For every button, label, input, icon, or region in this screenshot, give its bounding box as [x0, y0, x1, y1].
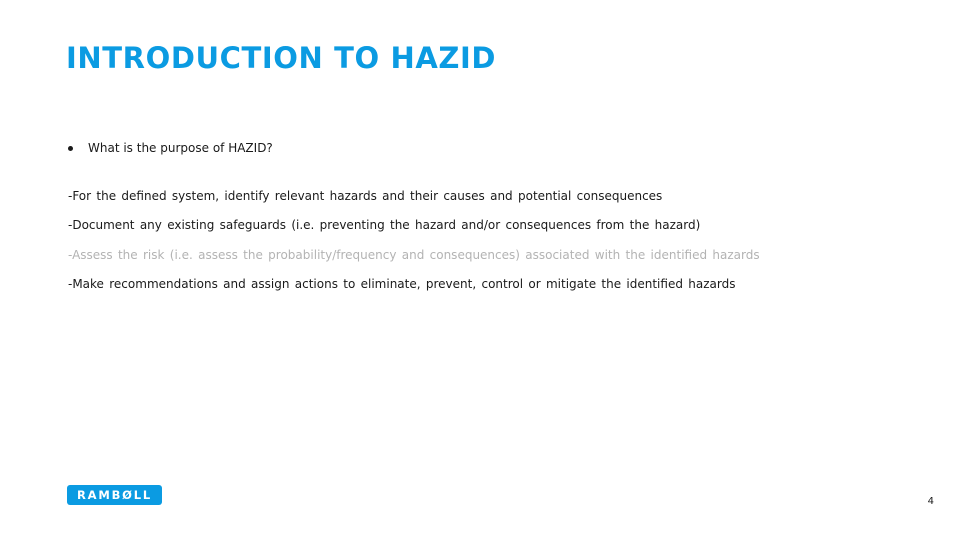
- logo-text: RAMBØLL: [77, 488, 152, 502]
- purpose-item: -Assess the risk (i.e. assess the probability/frequency and consequences) associated with the identified hazards: [68, 247, 760, 262]
- page-number: 4: [927, 496, 934, 507]
- purpose-list: [68, 186, 928, 303]
- bullet-text: What is the purpose of HAZID?: [88, 141, 273, 155]
- purpose-item: -Document any existing safeguards (i.e. preventing the hazard and/or consequences from the hazard): [68, 218, 701, 233]
- purpose-item: -Make recommendations and assign actions to eliminate, prevent, control or mitigate the identified hazards: [68, 276, 736, 291]
- slide-title: INTRODUCTION TO HAZID: [66, 41, 497, 75]
- bullet-dot-icon: [68, 146, 73, 151]
- bullet-item: [66, 139, 273, 157]
- ramboll-logo: [67, 485, 162, 505]
- purpose-item: -For the defined system, identify relevant hazards and their causes and potential consequences: [68, 189, 663, 203]
